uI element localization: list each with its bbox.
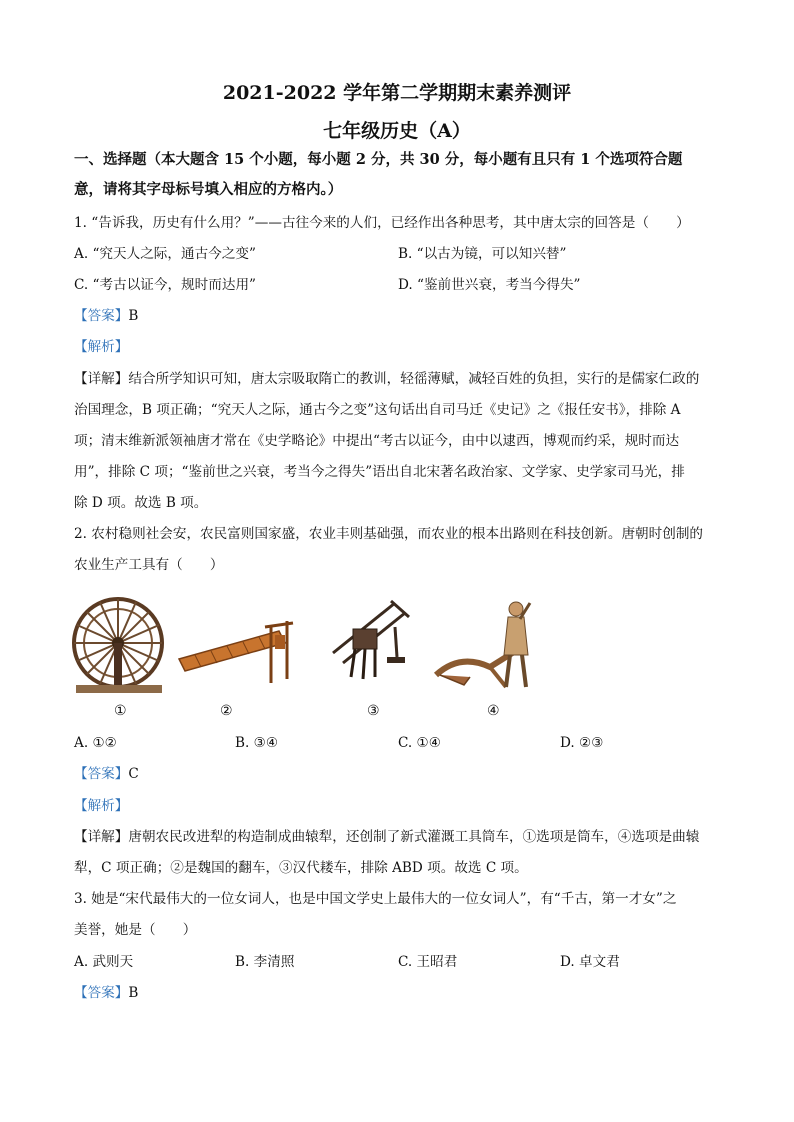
- q3-option-d: D. 卓文君: [560, 954, 620, 970]
- detail-tag: 【详解】: [74, 829, 129, 845]
- q1-option-d: D. “鉴前世兴衰，考当今得失”: [398, 277, 581, 293]
- figure-label-2: ②: [220, 703, 233, 719]
- q3-option-b: B. 李清照: [235, 954, 295, 970]
- detail-tag: 【详解】: [74, 371, 129, 387]
- figure-label-3: ③: [367, 703, 380, 719]
- q2-analysis-tag: 【解析】: [74, 798, 129, 814]
- q2-option-c: C. ①④: [398, 735, 441, 751]
- q1-stem: 1. “告诉我，历史有什么用？”——古往今来的人们，已经作出各种思考，其中唐太宗的回答是（ ）: [74, 215, 690, 231]
- q3-answer: [74, 987, 138, 1001]
- answer-value: B: [128, 308, 139, 324]
- curved-shaft-plough-image: [430, 595, 540, 695]
- q3-option-c: C. 王昭君: [398, 954, 458, 970]
- detail-text: 结合所学知识可知，唐太宗吸取隋亡的教训，轻徭薄赋，减轻百姓的负担，实行的是儒家仁政的: [128, 371, 700, 387]
- seed-drill-image: [325, 597, 410, 689]
- answer-tag: 【答案】: [74, 985, 129, 1001]
- q2-answer: [74, 768, 139, 782]
- q1-detail-line4: 用”，排除 C 项；“鉴前世之兴衰，考当今之得失”语出自北宋著名政治家、文学家、史学家司马光，排: [74, 464, 685, 480]
- answer-value: C: [128, 766, 139, 782]
- answer-tag: 【答案】: [74, 308, 129, 324]
- q2-stem-line2: 农业生产工具有（ ）: [74, 557, 224, 573]
- q1-detail-line2: 治国理念，B 项正确；“究天人之际，通古今之变”这句话出自司马迁《史记》之《报任安书》，排除 A: [74, 402, 681, 418]
- q1-option-a: A. “究天人之际，通古今之变”: [74, 246, 256, 262]
- q1-detail-line1: [74, 373, 699, 387]
- q3-stem-line2: 美誉，她是（ ）: [74, 922, 197, 938]
- q3-stem-line1: 3. 她是“宋代最伟大的一位女词人，也是中国文学史上最伟大的一位女词人”，有“千古，第一才女”之: [74, 891, 677, 907]
- q1-detail-line5: 除 D 项。故选 B 项。: [74, 495, 208, 511]
- answer-value: B: [128, 985, 139, 1001]
- section-heading-line1: 一、选择题（本大题含 15 个小题，每小题 2 分，共 30 分，每小题有且只有 1 个选项符合题: [74, 151, 683, 168]
- q2-stem-line1: 2. 农村稳则社会安，农民富则国家盛，农业丰则基础强，而农业的根本出路则在科技创新。唐朝时创制的: [74, 526, 704, 542]
- figure-label-4: ④: [487, 703, 500, 719]
- page-subtitle: 七年级历史（A）: [323, 120, 471, 142]
- answer-tag: 【答案】: [74, 766, 129, 782]
- figure-label-1: ①: [114, 703, 127, 719]
- q2-detail-line2: 犁，C 项正确；②是魏国的翻车，③汉代耧车，排除 ABD 项。故选 C 项。: [74, 860, 528, 876]
- q2-option-b: B. ③④: [235, 735, 279, 751]
- q1-answer: [74, 310, 138, 324]
- q2-detail-line1: [74, 831, 699, 845]
- q1-option-b: B. “以古为镜，可以知兴替”: [398, 246, 567, 262]
- q1-analysis-tag: 【解析】: [74, 339, 129, 355]
- page-title: 2021-2022 学年第二学期期末素养测评: [222, 82, 572, 104]
- q2-figures: [70, 595, 550, 695]
- q2-option-d: D. ②③: [560, 735, 604, 751]
- detail-text: 唐朝农民改进犁的构造制成曲辕犁，还创制了新式灌溉工具筒车，①选项是筒车，④选项是曲辕: [128, 829, 700, 845]
- section-heading-line2: 意，请将其字母标号填入相应的方格内。）: [74, 181, 343, 198]
- water-wheel-image: [70, 595, 170, 695]
- q1-detail-line3: 项；清末维新派领袖唐才常在《史学略论》中提出“考古以证今，由中以逮西，博观而约采，规时而达: [74, 433, 680, 449]
- square-pallet-chain-pump-image: [175, 617, 295, 687]
- q2-option-a: A. ①②: [74, 735, 117, 751]
- q3-option-a: A. 武则天: [74, 954, 134, 970]
- q1-option-c: C. “考古以证今，规时而达用”: [74, 277, 256, 293]
